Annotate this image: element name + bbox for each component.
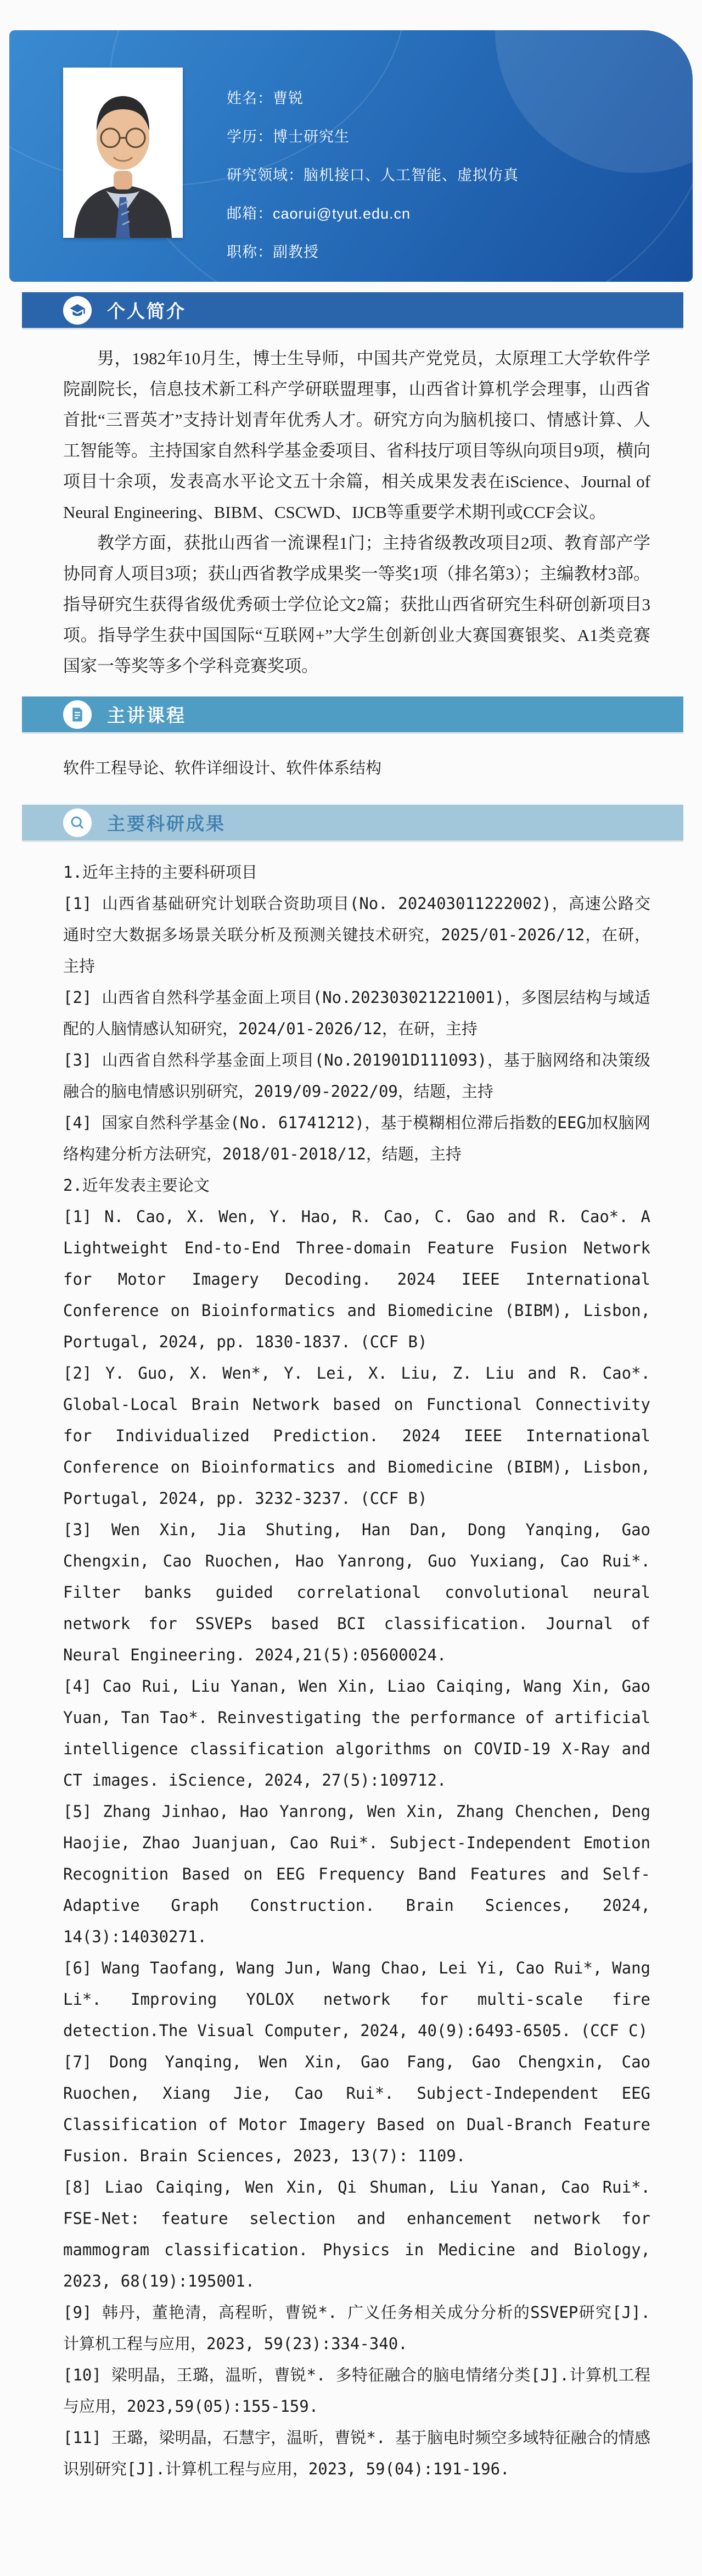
profile-info-list — [227, 86, 519, 278]
courses-list: 软件工程导论、软件详细设计、软件体系结构 — [63, 759, 382, 777]
research-paper-item: [1] N. Cao, X. Wen, Y. Hao, R. Cao, C. Gao and R. Cao*. A Lightweight End-to-End Three-domain Feature Fusion Network for Motor Imagery Decoding. 2024 IEEE International Conference on Bioinformatics and Biomedicine (BIBM), Lisbon, Portugal, 2024, pp. 1830-1837. (CCF B) — [63, 1207, 650, 1351]
info-value: 博士研究生 — [273, 129, 350, 145]
info-value: 曹锐 — [273, 90, 304, 107]
research-paper-item: [4] Cao Rui, Liu Yanan, Wen Xin, Liao Caiqing, Wang Xin, Gao Yuan, Tan Tao*. Reinvestigating the performance of artificial intelligence classification algorithms on COVID-19 X-Ray and CT images. iScience, 2024, 27(5):109712. — [63, 1677, 650, 1789]
info-line-title — [227, 240, 519, 261]
research-project-item: [4] 国家自然科学基金(No. 61741212)，基于模糊相位滞后指数的EEG加权脑网络构建分析方法研究，2018/01-2018/12，结题，主持 — [63, 1113, 650, 1163]
research-paper-item: [3] Wen Xin, Jia Shuting, Han Dan, Dong Yanqing, Gao Chengxin, Cao Ruochen, Hao Yanrong, Guo Yuxiang, Cao Rui*. Filter banks guided correlational convolutional neural network for SSVEPs based BCI classification. Journal of Neural Engineering. 2024,21(5):05600024. — [63, 1520, 650, 1664]
info-label: 研究领域： — [227, 167, 304, 183]
research-paper-item: [7] Dong Yanqing, Wen Xin, Gao Fang, Gao Chengxin, Cao Ruochen, Xiang Jie, Cao Rui*. Subject-Independent EEG Classification of Motor Imagery Based on Dual-Branch Feature Fusion. Brain Sciences, 2023, 13(7): 1109. — [63, 2053, 650, 2165]
research-paper-item: [6] Wang Taofang, Wang Jun, Wang Chao, Lei Yi, Cao Rui*, Wang Li*. Improving YOLOX network for multi-scale fire detection.The Visual Computer, 2024, 40(9):6493-6505. (CCF C) — [63, 1959, 650, 2040]
research-project-item: [1] 山西省基础研究计划联合资助项目(No. 202403011222002)，高速公路交通时空大数据多场景关联分析及预测关键技术研究，2025/01-2026/12，在研，主持 — [63, 894, 650, 975]
research-project-item: [3] 山西省自然科学基金面上项目(No.201901D111093)，基于脑网络和决策级融合的脑电情感识别研究，2019/09-2022/09，结题，主持 — [63, 1051, 650, 1101]
profile-header-card — [9, 30, 693, 282]
research-paper-item: [9] 韩丹，董艳清，高程昕，曹锐*. 广义任务相关成分分析的SSVEP研究[J]. 计算机工程与应用，2023, 59(23):334-340. — [63, 2303, 650, 2353]
section-header-intro — [22, 292, 683, 328]
section-header-courses — [22, 696, 683, 732]
document-icon — [63, 700, 92, 729]
section-title-intro: 个人简介 — [107, 301, 186, 321]
info-value: 脑机接口、人工智能、虚拟仿真 — [304, 167, 519, 183]
info-label: 邮箱： — [227, 205, 273, 222]
profile-photo — [63, 68, 183, 238]
info-label: 姓名： — [227, 90, 273, 107]
corner-curl-highlight — [495, 30, 693, 173]
info-label: 学历： — [227, 129, 273, 145]
info-line-degree — [227, 125, 519, 146]
graduation-cap-icon — [63, 296, 92, 325]
courses-text-block — [0, 732, 702, 805]
intro-paragraph-1: 男，1982年10月生，博士生导师，中国共产党党员，太原理工大学软件学院副院长，信息技术新工科产学研联盟理事，山西省计算机学会理事，山西省首批“三晋英才”支持计划青年优秀人才。研究方向为脑机接口、情感计算、人工智能等。主持国家自然科学基金委项目、省科技厅项目等纵向项目9项，横向项目十余项，发表高水平论文五十余篇，相关成果发表在iScience、Journal of Neural Engineering、BIBM、CSCWD、IJCB等重要学术期刊或CCF会议。 — [63, 349, 650, 522]
research-paper-item: [2] Y. Guo, X. Wen*, Y. Lei, X. Liu, Z. Liu and R. Cao*. Global-Local Brain Network based on Functional Connectivity for Individualized Prediction. 2024 IEEE International Conference on Bioinformatics and Biomedicine (BIBM), Lisbon, Portugal, 2024, pp. 3232-3237. (CCF B) — [63, 1364, 650, 1508]
section-title-courses: 主讲课程 — [107, 705, 186, 726]
info-line-email — [227, 202, 519, 223]
section-title-research: 主要科研成果 — [107, 813, 226, 834]
section-header-research — [22, 805, 683, 840]
research-group-heading: 2.近年发表主要论文 — [63, 1176, 210, 1195]
intro-paragraph-2: 教学方面，获批山西省一流课程1门；主持省级教改项目2项、教育部产学协同育人项目3项；获山西省教学成果奖一等奖1项（排名第3）；主编教材3部。指导研究生获得省级优秀硕士学位论文2篇；获批山西省研究生科研创新项目3项。指导学生获中国国际“互联网+”大学生创新创业大赛国赛银奖、A1类竞赛国家一等奖等多个学科竞赛奖项。 — [63, 533, 650, 676]
research-paper-item: [11] 王璐，梁明晶，石慧宇，温昕，曹锐*. 基于脑电时频空多域特征融合的情感识别研究[J].计算机工程与应用，2023, 59(04):191-196. — [63, 2428, 650, 2478]
faculty-profile-page — [0, 30, 702, 2576]
intro-text-block — [0, 328, 702, 696]
search-icon — [63, 809, 92, 837]
info-value: caorui@tyut.edu.cn — [273, 205, 411, 222]
research-text-block — [0, 840, 702, 2576]
info-label: 职称： — [227, 244, 273, 260]
research-group-heading: 1.近年主持的主要科研项目 — [63, 863, 257, 882]
info-value: 副教授 — [273, 244, 319, 260]
research-project-item: [2] 山西省自然科学基金面上项目(No.202303021221001)，多图层结构与域适配的人脑情感认知研究，2024/01-2026/12，在研，主持 — [63, 988, 650, 1038]
research-paper-item: [8] Liao Caiqing, Wen Xin, Qi Shuman, Liu Yanan, Cao Rui*. FSE-Net: feature selection and enhancement network for mammogram classification. Physics in Medicine and Biology, 2023, 68(19):195001. — [63, 2178, 650, 2290]
info-line-research-area — [227, 163, 519, 185]
research-paper-item: [5] Zhang Jinhao, Hao Yanrong, Wen Xin, Zhang Chenchen, Deng Haojie, Zhao Juanjuan, Cao Rui*. Subject-Independent Emotion Recognition Based on EEG Frequency Band Features and Self-Adaptive Graph Construction. Brain Sciences, 2024, 14(3):14030271. — [63, 1802, 650, 1946]
research-paper-item: [10] 梁明晶，王璐，温昕，曹锐*. 多特征融合的脑电情绪分类[J].计算机工程与应用，2023,59(05):155-159. — [63, 2366, 650, 2416]
info-line-name — [227, 86, 519, 108]
